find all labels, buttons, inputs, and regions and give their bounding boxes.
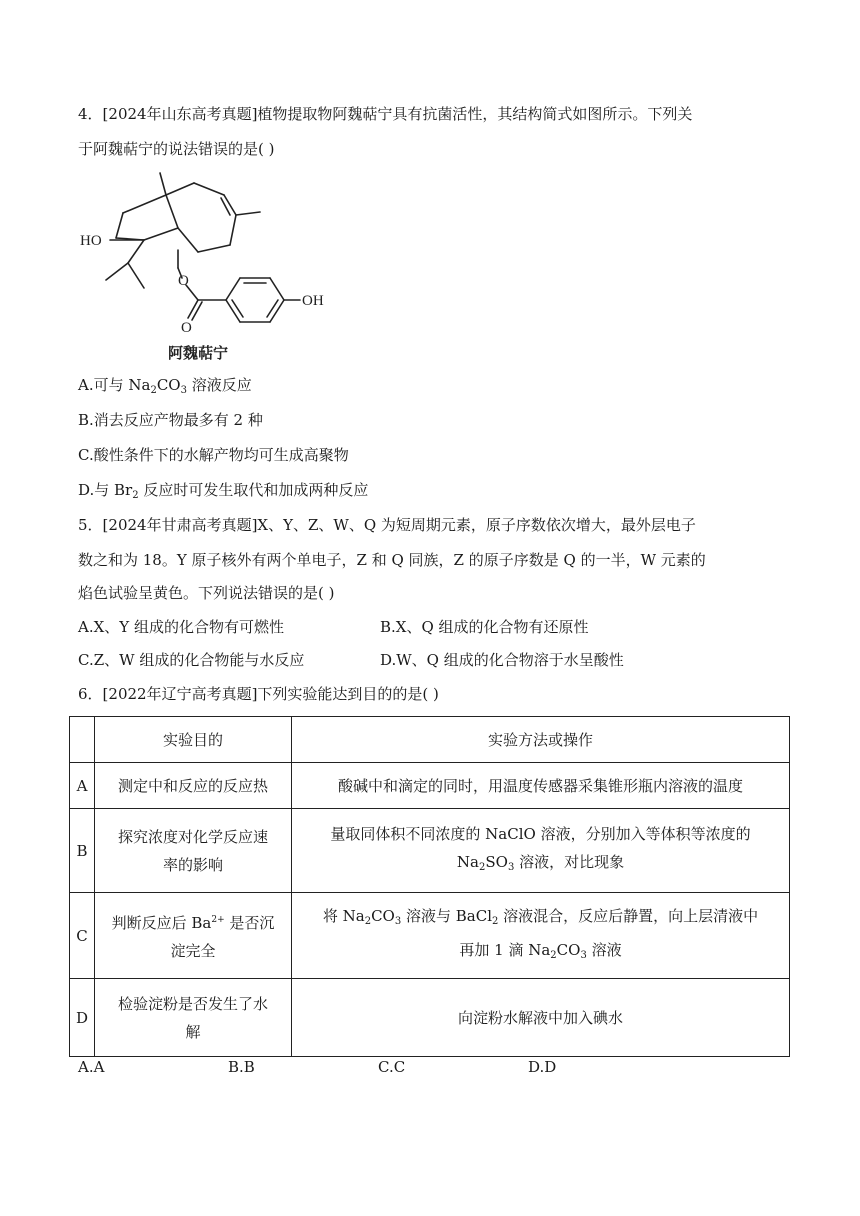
structure-svg — [78, 168, 338, 368]
q4-option-c: C.酸性条件下的水解产物均可生成高聚物 — [78, 446, 349, 464]
subscript: 2 — [550, 949, 557, 961]
answer-option-b: B.B — [228, 1058, 255, 1076]
row-purpose — [95, 809, 292, 893]
method-text: Na — [456, 852, 479, 871]
row-label: A — [70, 763, 95, 809]
purpose-text: 判断反应后 Ba — [111, 914, 212, 932]
chemical-structure-figure — [78, 168, 338, 368]
q5-option-a: A.X、Y 组成的化合物有可燃性 — [78, 618, 284, 636]
answer-option-a: A.A — [78, 1058, 105, 1076]
answer-option-d: D.D — [528, 1058, 557, 1076]
superscript: 2+ — [211, 915, 225, 925]
method-text: 溶液混合，反应后静置，向上层清液中 — [498, 906, 759, 925]
method-text: SO — [485, 852, 508, 871]
row-method-line2 — [298, 848, 783, 882]
q4-option-a-text: A.可与 Na — [78, 376, 151, 394]
row-purpose-line1: 探究浓度对化学反应速 — [117, 827, 268, 846]
table-row — [70, 893, 790, 979]
answer-option-c: C.C — [378, 1058, 406, 1076]
q4-option-b: B.消去反应产物最多有 2 种 — [78, 411, 263, 429]
q4-stem-line1: 4．[2024年山东高考真题]植物提取物阿魏萜宁具有抗菌活性，其结构简式如图所示。下列关 — [78, 105, 693, 123]
subscript: 3 — [180, 385, 187, 396]
row-purpose — [95, 979, 292, 1057]
q4-option-a — [78, 375, 252, 401]
figure-caption: 阿魏萜宁 — [168, 345, 229, 362]
q4-stem-line2: 于阿魏萜宁的说法错误的是( ) — [78, 140, 275, 158]
row-method: 向淀粉水解液中加入碘水 — [292, 979, 790, 1057]
table-row — [70, 763, 790, 809]
subscript: 2 — [364, 915, 372, 927]
row-method-line1 — [298, 902, 783, 936]
row-purpose-line1: 检验淀粉是否发生了水 — [117, 994, 268, 1013]
q5-option-c: C.Z、W 组成的化合物能与水反应 — [78, 651, 305, 669]
table-row — [70, 979, 790, 1057]
purpose-text: 是否沉 — [224, 914, 275, 932]
subscript: 2 — [132, 490, 139, 501]
subscript: 2 — [478, 861, 486, 873]
row-purpose — [95, 893, 292, 979]
table-row — [70, 809, 790, 893]
method-text: 溶液与 BaCl — [401, 906, 492, 925]
method-text: 溶液 — [586, 940, 622, 959]
table-header-row — [70, 717, 790, 763]
ho-label: HO — [80, 233, 102, 249]
row-purpose-line2: 率的影响 — [162, 855, 223, 874]
row-label: B — [70, 809, 95, 893]
row-method — [292, 893, 790, 979]
q5-option-b: B.X、Q 组成的化合物有还原性 — [380, 618, 589, 636]
header-purpose: 实验目的 — [95, 717, 292, 763]
header-method: 实验方法或操作 — [292, 717, 790, 763]
row-method-line1: 量取同体积不同浓度的 NaClO 溶液，分别加入等体积等浓度的 — [330, 824, 751, 843]
q5-stem-line1: 5．[2024年甘肃高考真题]X、Y、Z、W、Q 为短周期元素，原子序数依次增大，最外层电子 — [78, 516, 696, 534]
subscript: 3 — [507, 861, 515, 873]
method-text: CO — [556, 940, 581, 959]
carbonyl-o-label: O — [181, 320, 192, 336]
subscript: 2 — [150, 385, 157, 396]
method-text: 溶液，对比现象 — [514, 852, 625, 871]
row-method — [292, 809, 790, 893]
method-text: CO — [371, 906, 395, 925]
experiment-table — [69, 716, 790, 1057]
q4-option-d — [78, 480, 368, 506]
row-purpose-line1 — [101, 906, 285, 937]
q4-option-d-text: D.与 Br — [78, 481, 133, 499]
row-method-line2 — [298, 936, 783, 970]
q5-option-d: D.W、Q 组成的化合物溶于水呈酸性 — [380, 651, 624, 669]
q4-option-a-text3: 溶液反应 — [186, 376, 252, 394]
oh-label: OH — [302, 293, 324, 309]
row-label: D — [70, 979, 95, 1057]
q5-stem-line3: 焰色试验呈黄色。下列说法错误的是( ) — [78, 584, 335, 602]
row-purpose-line2: 解 — [185, 1022, 201, 1041]
q4-option-d-text2: 反应时可发生取代和加成两种反应 — [138, 481, 369, 499]
ester-o-label: O — [178, 273, 189, 289]
q5-stem-line2: 数之和为 18。Y 原子核外有两个单电子，Z 和 Q 同族，Z 的原子序数是 Q 的一半，W 元素的 — [78, 551, 706, 569]
header-blank-cell — [70, 717, 95, 763]
row-purpose: 测定中和反应的反应热 — [95, 763, 292, 809]
q6-stem: 6．[2022年辽宁高考真题]下列实验能达到目的的是( ) — [78, 685, 439, 703]
subscript: 3 — [394, 915, 402, 927]
method-text: 将 Na — [322, 906, 365, 925]
subscript: 2 — [492, 915, 499, 927]
subscript: 3 — [580, 949, 587, 961]
q4-option-a-text2: CO — [156, 376, 181, 394]
row-label: C — [70, 893, 95, 979]
row-method: 酸碱中和滴定的同时，用温度传感器采集锥形瓶内溶液的温度 — [292, 763, 790, 809]
method-text: 再加 1 滴 Na — [459, 940, 551, 959]
row-purpose-line2: 淀完全 — [170, 942, 216, 960]
